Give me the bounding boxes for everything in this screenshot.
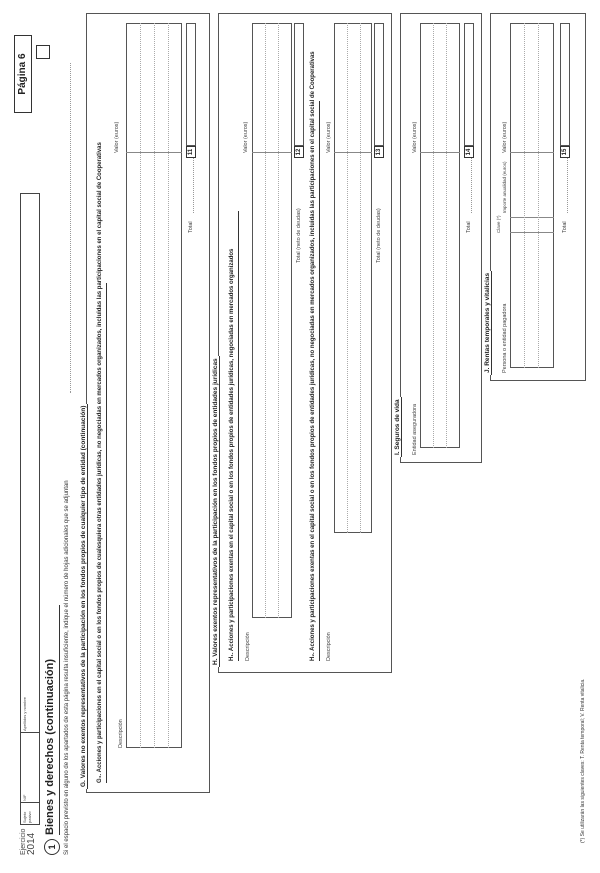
i-row-line bbox=[446, 23, 447, 448]
h2-row-line bbox=[347, 23, 348, 533]
h1-table[interactable] bbox=[252, 23, 292, 618]
section-g-title: G. Valores no exentos representativos de la participación en los fondos propios de cualquier tipo de entidad (continuación) bbox=[80, 405, 87, 787]
h2-col-divider bbox=[334, 152, 372, 153]
j-importe-label: Importe anualidad (euros) bbox=[502, 161, 507, 213]
note-dotted-line bbox=[70, 63, 71, 393]
page-title: Bienes y derechos (continuación) bbox=[44, 658, 56, 835]
j-col-divider-importe bbox=[510, 217, 554, 218]
name-field[interactable] bbox=[21, 194, 39, 732]
h1-title: H₁. Acciones y participaciones exentas en el capital social o en los fondos propios de entidades jurídicas, negociadas en mercados organizados bbox=[229, 248, 235, 661]
h1-row-line bbox=[278, 23, 279, 618]
j-footnote: (*) Se utilizarán las siguientes claves: T. Renta temporal; V. Renta vitalicia. bbox=[580, 678, 586, 843]
i-total-dots bbox=[471, 158, 472, 213]
h1-valor-label: Valor (euros) bbox=[243, 121, 249, 153]
h2-box-number: 13 bbox=[374, 146, 384, 158]
h1-desc-label: Descripción bbox=[245, 632, 251, 661]
g4-row-line bbox=[154, 23, 155, 748]
i-entity-label: Entidad aseguradora bbox=[412, 403, 418, 455]
section-j-title: J. Rentas temporales y vitalicias bbox=[484, 272, 491, 373]
h2-row-line bbox=[360, 23, 361, 533]
h1-title-rule bbox=[238, 211, 239, 661]
page-number: Página 6 bbox=[14, 35, 32, 113]
j-valor-label: Valor (euros) bbox=[502, 121, 508, 153]
g4-title-rule bbox=[106, 283, 107, 783]
h2-total-label: Total (neto de deudas) bbox=[376, 208, 382, 263]
exercise-year bbox=[20, 829, 36, 855]
h1-total-field[interactable] bbox=[294, 23, 304, 146]
j-row-line bbox=[538, 23, 539, 368]
sujeto-label: Sujeto pasivo bbox=[21, 802, 39, 824]
exercise-label: Ejercicio bbox=[20, 828, 27, 855]
i-col-divider bbox=[420, 152, 460, 153]
section-i-title: I. Seguros de vida bbox=[394, 399, 401, 455]
g4-total-field[interactable] bbox=[186, 23, 196, 146]
year-value: 2014 bbox=[26, 832, 37, 855]
h2-valor-label: Valor (euros) bbox=[326, 121, 332, 153]
additional-sheets-note: Si el espacio previsto en alguno de los apartados de esta página resulta insuficiente, indique el número de hojas adicionales que se adjuntan bbox=[64, 480, 70, 855]
g4-valor-label: Valor (euros) bbox=[114, 121, 120, 153]
name-label: Apellidos y nombre bbox=[22, 696, 27, 731]
g4-total-dots bbox=[193, 158, 194, 213]
j-table[interactable] bbox=[510, 23, 554, 368]
h2-table[interactable] bbox=[334, 23, 372, 533]
h2-total-field[interactable] bbox=[374, 23, 384, 146]
additional-sheets-checkbox[interactable] bbox=[36, 45, 50, 59]
j-col-divider-valor bbox=[510, 152, 554, 153]
i-row-line bbox=[433, 23, 434, 448]
h1-total-label: Total (neto de deudas) bbox=[296, 208, 302, 263]
nif-label: NIF bbox=[22, 794, 27, 801]
h1-col-divider bbox=[252, 152, 292, 153]
taxpayer-id-box bbox=[20, 193, 40, 825]
section-h-title: H. Valores exentos representativos de la participación en los fondos propios de entidades jurídicas bbox=[212, 358, 219, 665]
j-clave-label: Clave (*) bbox=[496, 215, 501, 233]
g4-row-line bbox=[168, 23, 169, 748]
i-box-number: 14 bbox=[464, 146, 474, 158]
j-col-divider-clave bbox=[510, 232, 554, 233]
j-box-number: 15 bbox=[560, 146, 570, 158]
g4-row-line bbox=[140, 23, 141, 748]
h2-desc-label: Descripción bbox=[326, 632, 332, 661]
h1-row-line bbox=[265, 23, 266, 618]
section-number: 1 bbox=[44, 839, 60, 855]
g4-box-number: 11 bbox=[186, 146, 196, 158]
j-total-field[interactable] bbox=[560, 23, 570, 146]
j-total-label: Total bbox=[562, 221, 568, 233]
h1-box-number: 12 bbox=[294, 146, 304, 158]
j-person-label: Persona o entidad pagadora bbox=[502, 303, 508, 373]
i-total-label: Total bbox=[466, 221, 472, 233]
g4-desc-label: Descripción bbox=[118, 719, 124, 748]
i-table[interactable] bbox=[420, 23, 460, 448]
g4-total-label: Total bbox=[188, 221, 194, 233]
title-underline bbox=[59, 605, 60, 835]
g4-title: G₄. Acciones y participaciones en el capital social o en los fondos propios de cualesquiera otras entidades jurídicas, no negociadas en mercados organizados, incluidas las participaciones en el capital social de Cooperativas bbox=[97, 142, 103, 783]
i-total-field[interactable] bbox=[464, 23, 474, 146]
i-valor-label: Valor (euros) bbox=[412, 121, 418, 153]
h2-title: H₂. Acciones y participaciones exentas en el capital social o en los fondos propios de entidades jurídicas, no negociadas en mercados organizados, incluidas las participaciones en el capital social de Cooperativas bbox=[310, 51, 316, 661]
j-row-line bbox=[524, 23, 525, 368]
nif-field[interactable] bbox=[21, 732, 39, 802]
h2-title-rule bbox=[319, 101, 320, 661]
j-total-dots bbox=[567, 158, 568, 213]
